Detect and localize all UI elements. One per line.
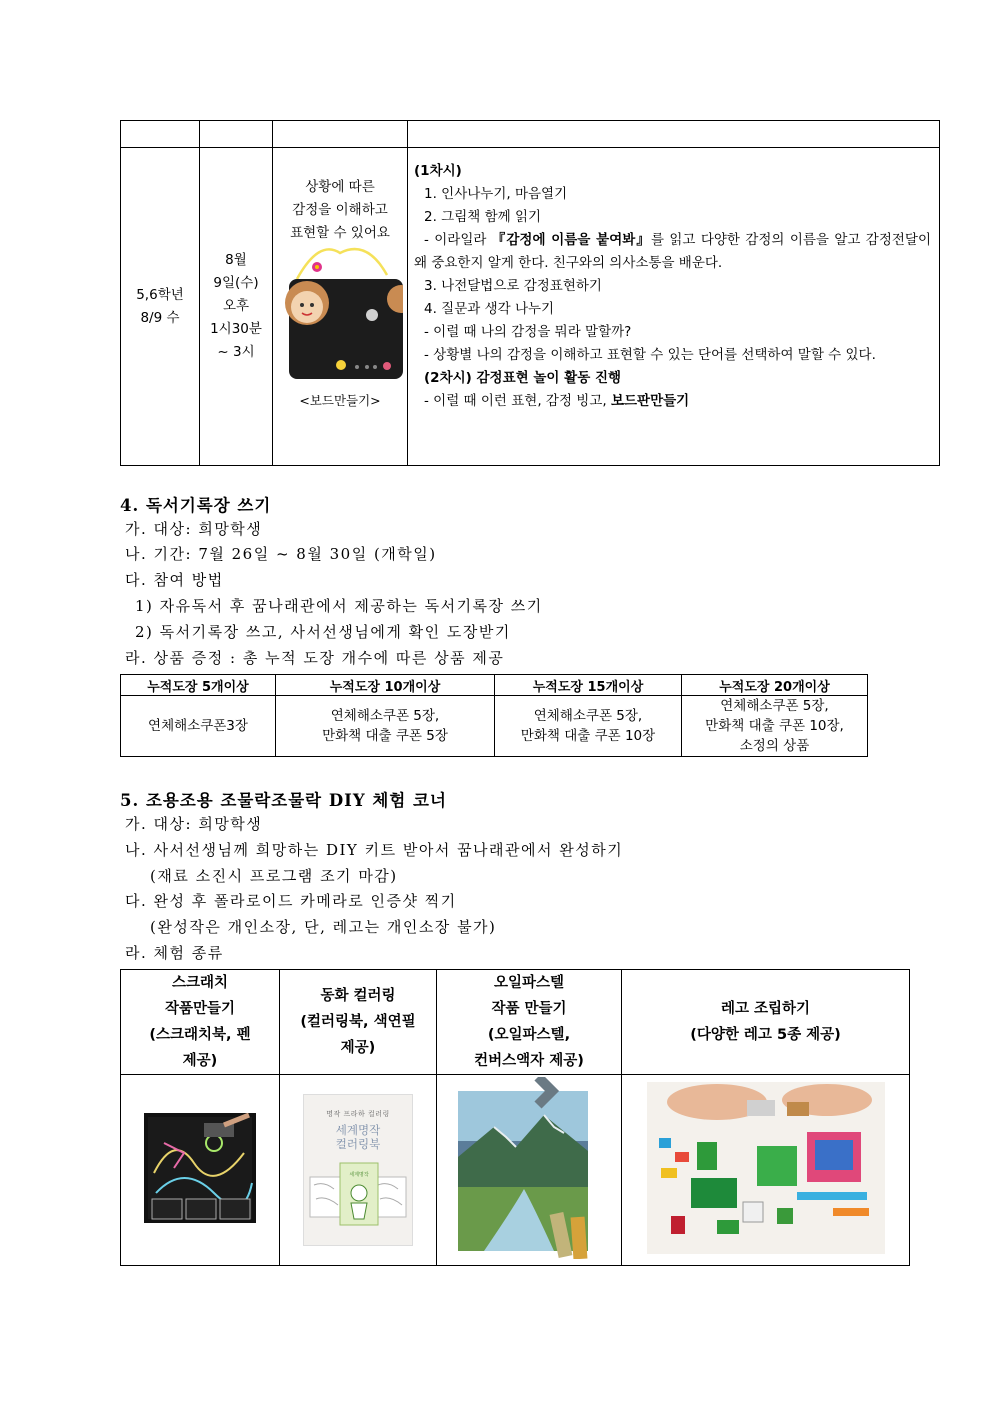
stamp-reward-20: 연체해소쿠폰 5장, 만화책 대출 쿠폰 10장, 소정의 상품 [682, 696, 868, 757]
coloring-book-photo [303, 1094, 413, 1246]
diy-image-coloring-cell [280, 1075, 437, 1266]
book-title: 『감정에 이름을 붙여봐』 [491, 232, 651, 248]
coloring-book-title: 세계명작 컬러링북 [335, 1123, 381, 1151]
stamp-reward-15: 연체해소쿠폰 5장, 만화책 대출 쿠폰 10장 [495, 696, 682, 757]
session2-detail: - 이럴 때 이런 표현, 감정 빙고, 보드판만들기 [424, 393, 690, 409]
step3: 3. 나전달법으로 감정표현하기 [424, 278, 602, 294]
section4-method2: 2) 독서기록장 쓰고, 사서선생님에게 확인 도장받기 [135, 623, 511, 641]
coloring-book-illustration [304, 1155, 412, 1245]
diy-image-row [121, 1075, 910, 1266]
date-text: 8월 9일(수) 오후 1시30분 ~ 3시 [210, 252, 262, 360]
stamp-reward-5: 연체해소쿠폰3장 [121, 696, 276, 757]
oil-pastel-painting-photo [454, 1077, 604, 1259]
diy-image-scratch-cell [121, 1075, 280, 1266]
topic-cell [273, 148, 408, 466]
section5-how: 나. 사서선생님께 희망하는 DIY 키트 받아서 꿈나래관에서 완성하기 [125, 841, 624, 859]
stamp-reward-table [120, 674, 868, 757]
grade-text: 5,6학년 8/9 수 [136, 286, 184, 326]
step4-b: - 상황별 나의 감정을 이해하고 표현할 수 있는 단어를 선택하여 말할 수 있다. [424, 347, 876, 363]
diy-image-oilpastel-cell [437, 1075, 622, 1266]
diy-kit-table [120, 969, 910, 1266]
section5-how-note: (재료 소진시 프로그램 조기 마감) [150, 867, 398, 885]
stamp-reward-10: 연체해소쿠폰 5장, 만화책 대출 쿠폰 5장 [276, 696, 495, 757]
scratch-art-photo [144, 1113, 256, 1223]
board-photo [277, 245, 403, 385]
section4-method: 다. 참여 방법 [125, 571, 224, 589]
diy-header-scratch: 스크래치 작품만들기 (스크래치북, 펜 제공) [121, 970, 280, 1075]
section5-photo-note: (완성작은 개인소장, 단, 레고는 개인소장 불가) [150, 918, 497, 936]
stamp-header-10: 누적도장 10개이상 [276, 675, 495, 696]
section4-title: 4. 독서기록장 쓰기 [120, 496, 272, 515]
date-cell [200, 148, 273, 466]
section4-method1: 1) 자유독서 후 꿈나래관에서 제공하는 독서기록장 쓰기 [135, 597, 543, 615]
step4: 4. 질문과 생각 나누기 [424, 301, 555, 317]
section4-period: 나. 기간: 7월 26일 ~ 8월 30일 (개학일) [125, 545, 437, 563]
board-caption: <보드만들기> [299, 393, 381, 408]
step2: 2. 그림책 함께 읽기 [424, 209, 542, 225]
stamp-reward-row [121, 696, 868, 757]
diy-image-lego-cell [622, 1075, 910, 1266]
diy-header-row [121, 970, 910, 1075]
stamp-header-row [121, 675, 868, 696]
diy-header-lego: 레고 조립하기 (다양한 레고 5종 제공) [622, 970, 910, 1075]
step1: 1. 인사나누기, 마음열기 [424, 186, 568, 202]
section5-photo: 다. 완성 후 폴라로이드 카메라로 인증샷 찍기 [125, 892, 457, 910]
session2-title: (2차시) 감정표현 놀이 활동 진행 [424, 370, 622, 386]
step2-detail: - 이라일라 『감정에 이름을 붙여봐』를 읽고 다양한 감정의 이름을 알고 감정전달이 왜 중요한지 알게 한다. 친구와의 의사소통을 배운다. [414, 232, 931, 271]
program-table-header-row [121, 121, 940, 148]
description-cell [408, 148, 940, 466]
board-craft-illustration [277, 245, 403, 385]
coloring-book-small-title: 세계명작 [349, 1172, 369, 1178]
lego-building-photo [647, 1082, 885, 1254]
stamp-header-5: 누적도장 5개이상 [121, 675, 276, 696]
section5-title: 5. 조용조용 조물락조물락 DIY 체험 코너 [120, 791, 447, 810]
diy-header-oilpastel: 오일파스텔 작품 만들기 (오일파스텔, 컨버스액자 제공) [437, 970, 622, 1075]
stamp-header-15: 누적도장 15개이상 [495, 675, 682, 696]
section4-target: 가. 대상: 희망학생 [125, 520, 263, 538]
stamp-header-20: 누적도장 20개이상 [682, 675, 868, 696]
program-table [120, 120, 940, 466]
section5-kinds: 라. 체험 종류 [125, 944, 224, 962]
topic-text: 상황에 따른 감정을 이해하고 표현할 수 있어요 [290, 179, 390, 241]
step4-a: - 이럴 때 나의 감정을 뭐라 말할까? [424, 324, 632, 340]
grade-cell [121, 148, 200, 466]
coloring-book-top-text: 명작 프라하 컬러링 [326, 1110, 390, 1118]
program-row [121, 148, 940, 466]
session1-title: (1차시) [414, 163, 462, 179]
section5-target: 가. 대상: 희망학생 [125, 815, 263, 833]
section4-prize: 라. 상품 증정 : 총 누적 도장 개수에 따른 상품 제공 [125, 649, 505, 667]
diy-header-coloring: 동화 컬러링 (컬러링북, 색연필 제공) [280, 970, 437, 1075]
